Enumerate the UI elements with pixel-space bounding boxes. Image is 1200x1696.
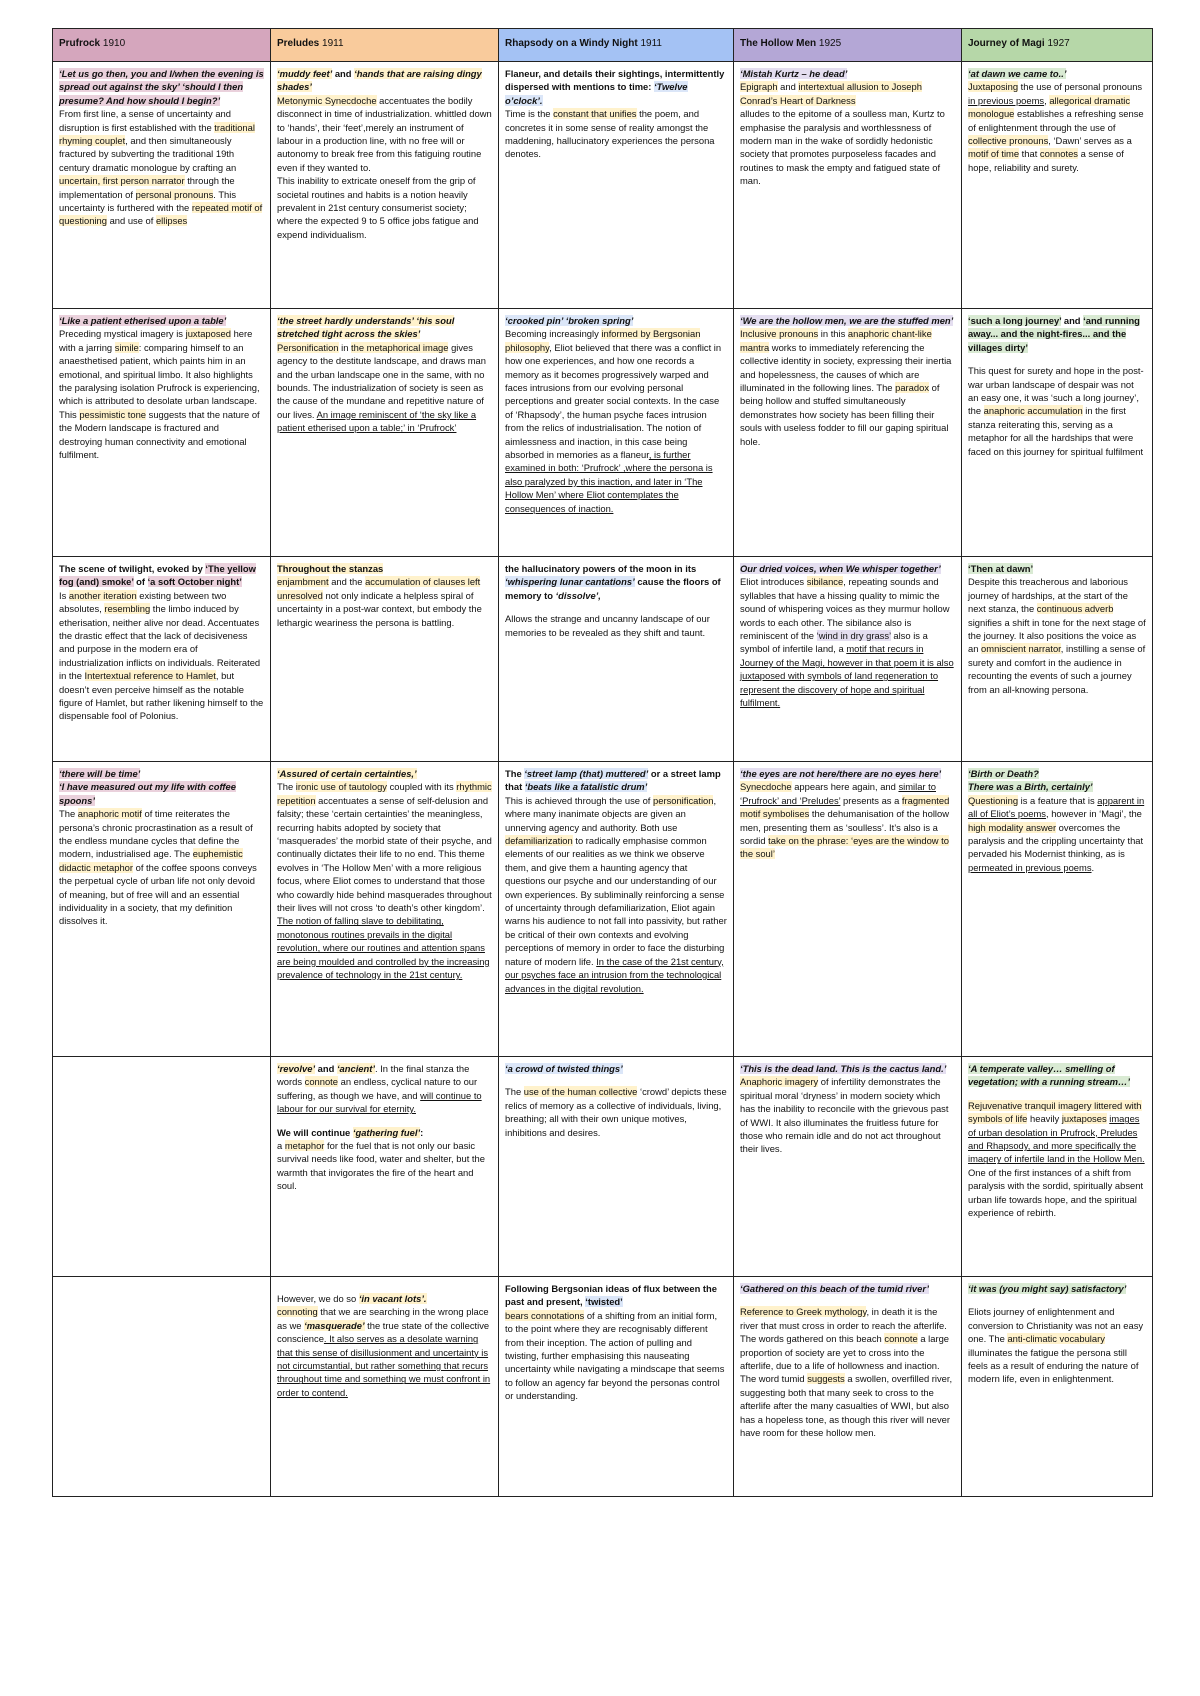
text-run: the limbo induced by etherisation, neither alive nor dead. Accentuates the drastic effect that the lack of decisiveness and purpose in the modern era of industrialization inflicts on individuals. Reiterated in the (59, 603, 261, 682)
text-run: here with a jarring (59, 328, 253, 353)
text-run: paradox (895, 382, 930, 394)
cell-hollow-men (734, 557, 962, 762)
text-run: ‘Let us go then, you and I/when the evening is spread out against the sky’ ‘should I then presume? And how should I begin?’ (59, 68, 264, 106)
text-run: of (133, 576, 148, 588)
cell-hollow-men (734, 1277, 962, 1497)
text-run: anaphoric motif (77, 808, 142, 820)
text-run: . (1091, 861, 1095, 873)
text-run: in this (818, 328, 848, 340)
text-run: intertextual allusion to Joseph Conrad’s Heart of Darkness (740, 81, 922, 106)
text-run: constant that unifies (553, 108, 637, 120)
text-run: defamiliarization (505, 835, 573, 847)
text-run: through the implementation of (59, 175, 235, 200)
text-run: Anaphoric imagery (740, 1076, 819, 1088)
text-run: not only indicate a helpless spiral of uncertainty in a post-war context, but embody the lethargic weariness the persona is battling. (277, 589, 482, 628)
text-run: take on the phrase: ‘eyes are the window to the soul’ (740, 835, 949, 860)
cell-preludes (271, 1057, 499, 1277)
text-run: or a street lamp that (505, 768, 721, 793)
text-run: appears here again, and (791, 781, 899, 793)
text-run: to radically emphasise common elements of our realities as we think we observe them, and give them a haunting agency that questions our psyche and our understanding of our own experiences. By subliminally reinforcing a sense of uncertainty through defamiliarization, Eliot again warns his audience to not fall into passivity, but rather be critical of their own contexts and evolving perceptions of memory in order to face the disturbing nature of modern life. (505, 835, 727, 967)
text-run: , Eliot believed that there was a conflict in how one experiences, and how one records a memory as it becomes progressively warped and faces intrusions from our evolving personal perceptions and greater social contexts. In the case of ‘Rhapsody’, the human psyche faces intrusion from the relics of industrialisation. The notion of aimlessness and inaction, in this case being absorbed in memories as a flaneur (505, 341, 722, 461)
text-run: Despite this treacherous and laborious journey of hardships, at the start of the next stanza, the (968, 576, 1128, 615)
text-run: Is (59, 589, 69, 601)
text-run: rhythmic repetition (277, 781, 492, 806)
paragraph-gap (740, 1295, 955, 1305)
text-run: An image reminiscent of ‘the sky like a patient etherised upon a table;’ in ‘Prufrock’ (277, 408, 477, 434)
cell-preludes (271, 1277, 499, 1497)
text-run: ‘in vacant lots’. (358, 1293, 427, 1304)
text-run: will continue to labour for our survival for eternity. (277, 1089, 482, 1115)
paragraph-gap (505, 1075, 727, 1085)
text-run: ‘dissolve’, (555, 589, 601, 601)
text-run: ‘gathering fuel’ (352, 1126, 421, 1138)
text-run: in (338, 341, 352, 353)
cell-hollow-men (734, 1057, 962, 1277)
text-run: that (1019, 148, 1040, 160)
text-run: informed by Bergsonian philosophy (505, 328, 701, 353)
table-row (53, 1057, 1153, 1277)
text-run: and (1061, 315, 1084, 326)
text-run: use of the human collective (523, 1086, 638, 1098)
comparison-table (52, 28, 1153, 1497)
header-prufrock (53, 29, 271, 62)
cell-hollow-men (734, 62, 962, 309)
text-run: repeated motif of questioning (59, 202, 263, 227)
text-run: of the coffee spoons conveys the perpetual cycle of urban life not only devoid of meaning, but of free will and an essential individuality in a society, that my definition dissolves it. (59, 861, 257, 927)
text-run: Epigraph (740, 81, 778, 93)
header-rhapsody (499, 29, 734, 62)
text-run: juxtaposed (185, 328, 231, 340)
header-title: Journey of Magi (968, 38, 1045, 49)
text-run: sibilance (806, 576, 844, 588)
text-run: the hallucinatory powers of the moon in its (505, 563, 697, 574)
cell-rhapsody (499, 557, 734, 762)
text-run: the true state of the collective conscience (277, 1319, 490, 1345)
text-run: in previous poems (968, 94, 1045, 106)
text-run: ‘a crowd of twisted things’ (505, 1063, 623, 1074)
text-run: bears connotations (505, 1309, 585, 1321)
text-run: the dehumanisation of the hollow men, presenting them as ‘soulless’. It’s also is a sordid (740, 808, 949, 847)
text-run: The (277, 781, 296, 793)
text-run: ‘the eyes are not here/there are no eyes here’ (740, 768, 942, 779)
text-run: ‘a soft October night’ (147, 576, 242, 588)
text-run: ‘ancient’ (336, 1063, 375, 1074)
text-run: Eliot introduces (740, 576, 807, 588)
table-row (53, 309, 1153, 557)
text-run: simile (114, 341, 139, 353)
text-run: establishes a refreshing sense of enlightenment through the use of (968, 108, 1144, 133)
text-run: pessimistic tone (79, 408, 147, 420)
text-run: enjambment (277, 576, 329, 588)
text-run: Metonymic Synecdoche (277, 94, 377, 106)
text-run: ‘and running away... and the night-fires... and the villages dirty’ (968, 315, 1140, 353)
text-run: suggests (807, 1373, 845, 1385)
header-row (53, 29, 1153, 62)
text-run: Synecdoche (740, 781, 792, 793)
text-run: Following Bergsonian ideas of flux between the past and present, (505, 1283, 717, 1308)
text-run: ironic use of tautology (295, 781, 387, 793)
text-run: Flaneur, and details their sightings, intermittently dispersed with mentions to time: (505, 68, 725, 93)
text-run: ‘Twelve o’clock’. (505, 81, 688, 106)
text-run: , is further examined in both: ‘Prufrock’ ,where the persona is also paralyzed by this inaction, and later in ‘The Hollow Men’ where Eliot contemplates the consequences of inaction. (505, 449, 713, 514)
text-run: personal pronouns (135, 188, 214, 200)
text-run: ‘such a long journey’ (968, 315, 1062, 326)
cell-journey-of-magi (962, 309, 1153, 557)
cell-journey-of-magi (962, 1057, 1153, 1277)
header-title: The Hollow Men (740, 38, 817, 49)
text-run: metaphor (284, 1140, 325, 1152)
text-run: ‘Then at dawn’ (968, 563, 1034, 574)
text-run: Questioning (968, 794, 1019, 806)
header-preludes (271, 29, 499, 62)
text-run: personification (653, 794, 714, 806)
table-row (53, 762, 1153, 1057)
text-run: ‘masquerade’ (304, 1319, 365, 1331)
text-run: Inclusive pronouns (740, 328, 819, 340)
text-run: for the fuel that is not only our basic survival needs like food, water and shelter, but the warmth that invigorates the fire of the heart and soul. (277, 1140, 485, 1192)
cell-prufrock (53, 62, 271, 309)
text-run: another iteration (68, 589, 137, 601)
text-run: ‘Assured of certain certainties,’ (277, 768, 417, 779)
text-run: the poem, and concretes it in some sense of reality amongst the maddening, hallucinatory experiences the persona denotes. (505, 108, 715, 160)
text-run: , ‘Dawn’ serves as a (1048, 135, 1132, 147)
header-title: Prufrock (59, 38, 101, 49)
text-run: coupled with its (386, 781, 457, 793)
text-run: . It also serves as a desolate warning that this sense of disillusionment and uncertainty is not circumstantial, but rather something that recurs throughout time and something we must confront in order to contend. (277, 1333, 491, 1398)
cell-prufrock (53, 1277, 271, 1497)
text-run: ‘the street hardly understands’ ‘his soul stretched tight across the skies’ (277, 315, 455, 340)
text-run: Reference to Greek mythology (740, 1306, 867, 1318)
text-run: accumulation of clauses left unresolved (277, 576, 481, 601)
text-run: an endless, cyclical nature to our suffering, as though we have, and (277, 1076, 478, 1101)
text-run: : (420, 1126, 424, 1138)
text-run: collective pronouns (968, 135, 1049, 147)
text-run: The (505, 1086, 524, 1098)
text-run: , repeating sounds and syllables that have a hissing quality to mimic the sound of whispering voices as they murmur hollow words to each other. The sibilance also is reminiscent of the (740, 576, 950, 642)
text-run: , however in ‘Magi’, the (1046, 808, 1142, 820)
text-run: images of urban desolation in Prufrock, Preludes and Rhapsody, and more specifically the imagery of infertile land in the Hollow Men. (968, 1113, 1145, 1165)
paragraph-gap (277, 1282, 492, 1292)
text-run: suggests that the nature of the Modern landscape is fractured and destroying human connectivity and emotional fulfilment. (59, 408, 260, 461)
text-run: permeated in previous poems (968, 861, 1092, 873)
text-run: ‘at dawn we came to..’ (968, 68, 1067, 79)
cell-prufrock (53, 762, 271, 1057)
text-run: . In the final stanza the words (277, 1063, 470, 1088)
text-run: existing between two absolutes, (59, 589, 227, 615)
text-run: connote (884, 1333, 918, 1345)
cell-preludes (271, 557, 499, 762)
cell-preludes (271, 309, 499, 557)
text-run: and (315, 1063, 337, 1074)
text-run: anaphoric accumulation (983, 405, 1083, 417)
text-run: a swollen, overfilled river, suggesting both that many seek to cross to the afterlife after the many casualties of WWI, but also has a hopeless tone, as though this river will never have room for these hollow men. (740, 1373, 953, 1439)
text-run: accentuates a sense of self-delusion and falsity; these ‘certain certainties’ the meaningless, recurring habits adopted by society that ‘masquerades’ the morbid state of their psyche, and continually dictates their life to no end. This theme evolves in ‘The Hollow Men’ with a more religious focus, where Eliot comes to understand that those who cowardly hide behind masquerades throughout their lives will not cross ‘to death’s other kingdom’. (277, 794, 492, 914)
header-year: 1911 (322, 38, 344, 49)
text-run: ‘A temperate valley… smelling of vegetation; with a running stream…’ (968, 1063, 1130, 1088)
text-run: Personification (277, 341, 339, 353)
text-run: Intertextual reference to Hamlet (84, 670, 216, 682)
text-run: ‘Gathered on this beach of the tumid river’ (740, 1283, 929, 1294)
header-year: 1911 (640, 38, 662, 49)
text-run: Rejuvenative tranquil imagery littered with symbols of life (968, 1099, 1142, 1125)
text-run: The (59, 808, 78, 820)
text-run: a (277, 1140, 285, 1152)
text-run: accentuates the bodily disconnect in time of industrialization. whittled down to ‘hands’, their ‘feet’,merely an instrument of labour in a production line, with no free will or autonomy to break free from this fatiguing routine even if they wanted to. (277, 94, 492, 173)
text-run: From first line, a sense of uncertainty and disruption is first established with the (59, 108, 231, 133)
text-run: connotes (1039, 148, 1078, 160)
text-run: connote (304, 1076, 338, 1088)
cell-rhapsody (499, 762, 734, 1057)
cell-prufrock (53, 557, 271, 762)
text-run: This inability to extricate oneself from the grip of societal routines and habits is a notion heavily prevalent in 21st century consumerist society; where the expected 9 to 5 office jobs fatigue and expend individualism. (277, 175, 479, 240)
text-run: juxtaposes (1061, 1113, 1107, 1125)
text-run: Our dried voices, when We whisper together’ (740, 563, 941, 574)
cell-rhapsody (499, 1057, 734, 1277)
text-run: apparent in all of Eliot’s poems (968, 794, 1145, 820)
text-run: ‘twisted’ (585, 1296, 623, 1308)
text-run: uncertain, first person narrator (59, 175, 185, 187)
text-run: , instilling a sense of surety and comfort in the audience in recounting the events of such a journey from an all-knowing persona. (968, 643, 1146, 695)
cell-rhapsody (499, 309, 734, 557)
text-run: ‘hands that are raising dingy shades’ (277, 68, 482, 93)
text-run: Throughout the stanzas (277, 563, 384, 574)
text-run: that we are searching in the wrong place as we (277, 1306, 489, 1331)
text-run: traditional rhyming couplet (59, 121, 255, 147)
text-run: ‘there will be time’ (59, 768, 141, 779)
cell-journey-of-magi (962, 762, 1153, 1057)
text-run: ‘The yellow fog (and) smoke’ (59, 563, 256, 588)
text-run: ‘Mistah Kurtz – he dead’ (740, 68, 848, 79)
text-run: ‘crooked pin’ ‘broken spring’ (505, 315, 634, 326)
text-run: Juxtaposing (968, 81, 1019, 93)
text-run: ‘Like a patient etherised upon a table’ (59, 315, 227, 326)
text-run: ‘beats like a fatalistic drum’ (524, 781, 648, 793)
text-run: ‘Birth or Death? (968, 768, 1039, 779)
text-run: There was a Birth, certainly’ (968, 781, 1093, 793)
text-run: and (777, 81, 799, 93)
text-run: : comparing himself to an anaesthetised patient, which paints him in an emotional, and spiritual limbo. It also highlights the paralysing isolation Prufrock is experiencing, which is attributed to desolate urban landscape. This (59, 341, 260, 420)
text-run: , but doesn’t even perceive himself as the notable figure of Hamlet, but rather likening himself to the dispensable fool of Polonius. (59, 670, 264, 722)
text-run: works to immediately referencing the collective identity in society, expressing their inertia and hopelessness, the causes of which are illuminated in the following lines. The (740, 341, 952, 394)
cell-rhapsody (499, 62, 734, 309)
header-title: Preludes (277, 38, 320, 49)
paragraph-gap (277, 1116, 492, 1126)
table-row (53, 1277, 1153, 1497)
text-run: similar to ‘Prufrock’ and ‘Preludes’ (740, 781, 936, 806)
text-run: of time reiterates the persona’s chronic procrastination as a result of the endless mundane cycles that define the modern, industrialised age. The (59, 808, 253, 860)
text-run: high modality answer (968, 821, 1057, 833)
header-journey-of-magi (962, 29, 1153, 62)
text-run: ‘wind in dry grass’ (816, 630, 891, 642)
paragraph-gap (505, 602, 727, 612)
text-run: heavily (1027, 1113, 1062, 1125)
cell-prufrock (53, 1057, 271, 1277)
text-run: , where many inanimate objects are given an unnerving agency and authority. Both use (505, 794, 717, 833)
header-year: 1910 (102, 38, 126, 49)
text-run: alludes to the epitome of a soulless man, Kurtz to emphasise the paralysis and worthlessness of modern man in the wake of sordidly hedonistic society that promotes purposeless facades and routines to mask the empty and fatigued state of man. (740, 108, 945, 187)
text-run: and (332, 68, 355, 79)
paragraph-gap (968, 1295, 1146, 1305)
text-run: of infertility demonstrates the spiritual moral ‘dryness’ in modern society which has the inability to reconcile with the grievous past of WWI. It also illuminates the fruitless future for those who remain idle and do not act throughout their lives. (740, 1076, 949, 1155)
text-run: Preceding mystical imagery is (59, 328, 186, 340)
text-run: fragmented motif symbolises (740, 794, 950, 820)
text-run: a large proportion of society are yet to cross into the afterlife, due to a life of hollowness and inaction. The word tumid (740, 1333, 950, 1385)
cell-preludes (271, 62, 499, 309)
text-run: However, we do so (277, 1293, 359, 1304)
text-run: In the case of the 21st century, our psyches face an intrusion from the technological advances in the digital revolution. (505, 955, 724, 994)
text-run: connoting (277, 1306, 318, 1318)
cell-preludes (271, 762, 499, 1057)
text-run: and use of (106, 215, 156, 227)
text-run: We will continue (277, 1126, 353, 1138)
text-run: ‘street lamp (that) muttered’ (524, 768, 649, 779)
text-run: is a feature that is (1018, 794, 1098, 806)
table-row (53, 557, 1153, 762)
text-run: The notion of falling slave to debilitating, monotonous routines prevails in the digital revolution, where our routines and attention spans are being moulded and controlled by the increasing prevalence of technology in the 21st century. (277, 915, 490, 981)
text-run: ellipses (155, 215, 188, 227)
header-year: 1927 (1047, 38, 1070, 49)
text-run: ‘muddy feet’ (277, 68, 333, 79)
text-run: ‘crowd’ depicts these relics of memory as a collective of individuals, living, breathing; all with their own unique motives, inhibitions and desires. (505, 1086, 727, 1138)
table-row (53, 62, 1153, 309)
text-run: also is a symbol of infertile land, a (740, 630, 928, 655)
text-run: , (1044, 94, 1050, 106)
cell-journey-of-magi (962, 557, 1153, 762)
text-run: One of the first instances of a shift from paralysis with the sordid, spiritually absent urban life towards hope, and the spiritual experience of rebirth. (968, 1166, 1144, 1219)
text-run: the metaphorical image (351, 341, 449, 353)
text-run: The (505, 768, 525, 779)
text-run: presents as a (840, 794, 902, 806)
text-run: This is achieved through the use of (505, 794, 654, 806)
text-run: of being hollow and stuffed simultaneously demonstrates how society has been filling their souls with useless fodder to fill our gaping spiritual hole. (740, 382, 949, 447)
text-run: Time is the (505, 108, 554, 120)
text-run: allegorical dramatic monologue (968, 94, 1131, 120)
paragraph-gap (968, 1089, 1146, 1099)
text-run: This quest for surety and hope in the post-war urban landscape of despair was not an easy one, it was ‘such a long journey’, the (968, 365, 1144, 417)
text-run: , and then simultaneously fractured by subverting the traditional 19th century dramatic monologue by crafting an (59, 135, 237, 173)
text-run: . This uncertainty is furthered with the (59, 188, 237, 214)
text-run: and the (328, 576, 366, 588)
text-run: ‘We are the hollow men, we are the stuffed men’ (740, 315, 954, 326)
table-body (53, 62, 1153, 1497)
cell-rhapsody (499, 1277, 734, 1497)
text-run: cause the floors of memory to (505, 576, 721, 601)
text-run: motif of time (968, 148, 1020, 160)
text-run: ‘it was (you might say) satisfactory’ (968, 1283, 1127, 1294)
text-run: ‘revolve’ (277, 1063, 316, 1074)
text-run: Allows the strange and uncanny landscape of our memories to be revealed as they shift and taunt. (505, 613, 710, 638)
cell-prufrock (53, 309, 271, 557)
text-run: omniscient narrator (981, 643, 1061, 655)
text-run: The scene of twilight, evoked by (59, 563, 206, 574)
header-title: Rhapsody on a Windy Night (505, 38, 638, 49)
text-run: ‘I have measured out my life with coffee spoons’ (59, 781, 236, 806)
text-run: in the first stanza reiterating this, serving as a metaphor for all the hardships that were faced on this journey for spiritual fulfilment (968, 405, 1144, 457)
header-year: 1925 (818, 38, 842, 49)
text-run: signifies a shift in tone for the next stage of the journey. It also positions the voice as an (968, 616, 1146, 655)
text-run: ‘This is the dead land. This is the cactus land.’ (740, 1063, 947, 1074)
text-run: motif that recurs in Journey of the Magi, however in that poem it is also juxtaposed with symbols of land regeneration to represent the discovery of hope and spiritual fulfilment. (740, 643, 954, 709)
text-run: , in death it is the river that must cross in order to reach the afterlife. The words gathered on this beach (740, 1306, 947, 1345)
paragraph-gap (968, 354, 1146, 364)
text-run: euphemistic didactic metaphor (59, 848, 243, 873)
text-run: Eliots journey of enlightenment and conversion to Christianity was not an easy one. The (968, 1306, 1144, 1345)
text-run: the use of personal pronouns (1018, 81, 1143, 93)
text-run: of a shifting from an initial form, to the point where they are recognisably different from their inception. The action of pulling and twisting, further emphasising this nauseating uncertainty while navigating a mindscape that seems to follow an agency far beyond the personas control or understanding. (505, 1309, 725, 1402)
text-run: resembling (104, 603, 151, 615)
text-run: illuminates the fatigue the persona still feels as a result of enduring the nature of modern life, even in enlightenment. (968, 1346, 1139, 1385)
text-run: Becoming increasingly (505, 328, 602, 340)
text-run: gives agency to the destitute landscape, and draws man and the urban landscape one in the same, with no bounds. The industrialization of society is seen as the cause of the mundane and repetitive nature of our lives. (277, 341, 486, 420)
text-run: anti-climatic vocabulary (1007, 1333, 1105, 1345)
text-run: anaphoric chant-like mantra (740, 328, 932, 353)
cell-journey-of-magi (962, 62, 1153, 309)
text-run: a sense of hope, reliability and surety. (968, 148, 1124, 173)
text-run: overcomes the paralysis and the crippling uncertainty that pervaded his Modernist thinking, as is (968, 821, 1144, 860)
text-run: ‘whispering lunar cantations’ (505, 576, 635, 588)
text-run: continuous adverb (1036, 603, 1114, 615)
cell-hollow-men (734, 762, 962, 1057)
cell-journey-of-magi (962, 1277, 1153, 1497)
cell-hollow-men (734, 309, 962, 557)
header-hollow-men (734, 29, 962, 62)
